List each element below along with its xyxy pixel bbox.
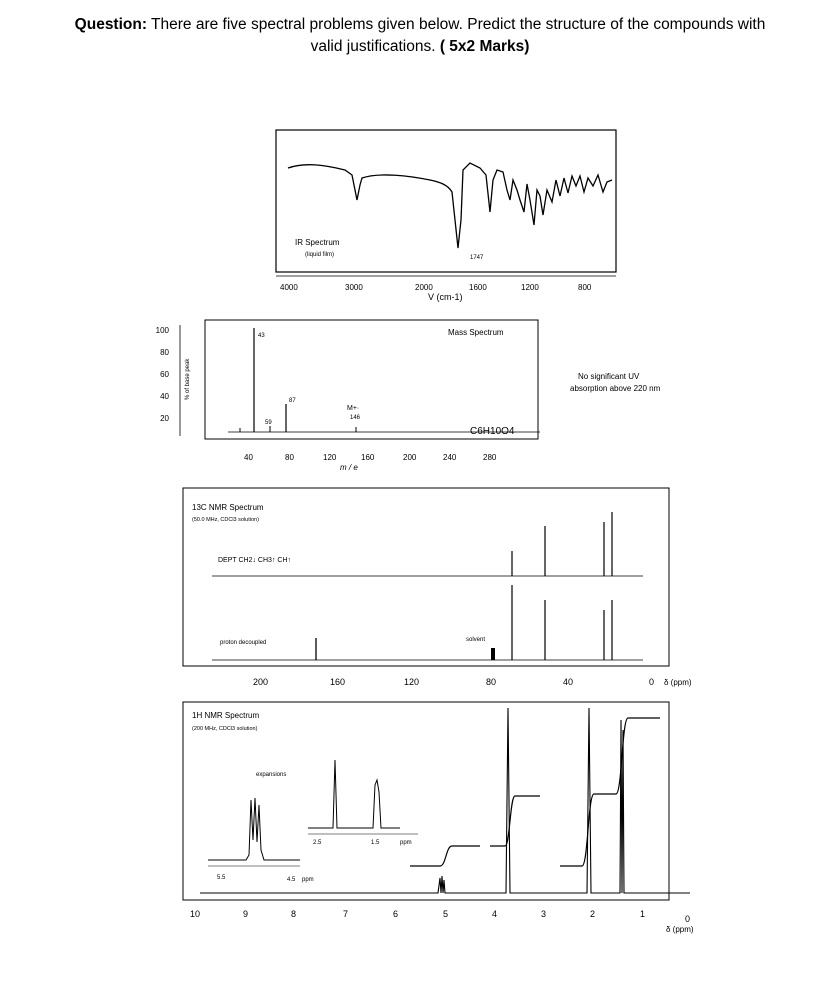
- ms-xtick-80: 80: [285, 453, 294, 462]
- ir-spectrum: [276, 130, 616, 302]
- h1-xtick-9: 9: [243, 909, 249, 919]
- ms-xlabel: m / e: [340, 463, 358, 472]
- ir-peak-1747: 1747: [470, 255, 484, 261]
- ir-tick-4000: 4000: [280, 283, 298, 292]
- ms-molecular-ion-mz: 146: [350, 415, 361, 421]
- h1-nmr-spectrum: [183, 702, 694, 934]
- question-line1: There are five spectral problems given below. Predict the structure of the compounds with: [147, 16, 766, 33]
- ms-ytick-40: 40: [160, 392, 169, 401]
- h1-xtick-4: 4: [492, 909, 498, 919]
- ms-xtick-240: 240: [443, 453, 457, 462]
- c13-proton-decoupled-label: proton decoupled: [220, 640, 267, 646]
- ms-xtick-200: 200: [403, 453, 417, 462]
- ms-label-87: 87: [289, 398, 296, 404]
- ir-trace: [288, 163, 612, 248]
- ir-axis-label: V (cm-1): [428, 292, 463, 302]
- h1-expansion-2: [308, 760, 418, 846]
- ms-label-59: 59: [265, 420, 272, 426]
- ms-ytick-60: 60: [160, 370, 169, 379]
- question-line2: valid justifications.: [310, 38, 440, 55]
- question-label: Question:: [74, 16, 148, 33]
- h1-xtick-7: 7: [343, 909, 349, 919]
- pd-solvent-peak: [491, 648, 495, 660]
- ir-tick-2000: 2000: [415, 283, 433, 292]
- uv-line1: No significant UV: [578, 372, 640, 381]
- c13-axis-label: δ (ppm): [664, 678, 692, 687]
- h1-xtick-6: 6: [393, 909, 399, 919]
- ms-molecular-ion: M+·: [347, 405, 360, 412]
- ms-label-43: 43: [258, 333, 265, 339]
- ms-xtick-160: 160: [361, 453, 375, 462]
- c13-nmr-spectrum: [183, 488, 692, 687]
- c13-xtick-120: 120: [404, 677, 420, 687]
- c13-xtick-80: 80: [486, 677, 497, 687]
- ir-tick-1200: 1200: [521, 283, 539, 292]
- mass-spectrum: [156, 320, 540, 472]
- ms-frame: [205, 320, 538, 439]
- c13-xtick-40: 40: [563, 677, 574, 687]
- ir-title: IR Spectrum: [295, 238, 340, 247]
- c13-dept-label: DEPT CH2↓ CH3↑ CH↑: [218, 557, 291, 564]
- ir-subtitle: (liquid film): [305, 252, 335, 258]
- ms-ylabel: % of base peak: [185, 358, 191, 400]
- c13-xtick-160: 160: [330, 677, 346, 687]
- ms-ytick-80: 80: [160, 348, 169, 357]
- ir-tick-3000: 3000: [345, 283, 363, 292]
- ir-tick-1600: 1600: [469, 283, 487, 292]
- h1-xtick-10: 10: [190, 909, 201, 919]
- h1-spectrum-trace: [200, 708, 690, 893]
- h1-title: 1H NMR Spectrum: [192, 711, 260, 720]
- ir-frame: [276, 130, 616, 272]
- ms-ytick-20: 20: [160, 414, 169, 423]
- ir-tick-800: 800: [578, 283, 592, 292]
- ms-formula: C6H10O4: [470, 426, 515, 437]
- uv-line2: absorption above 220 nm: [570, 384, 661, 393]
- exp1-unit: ppm: [302, 877, 314, 883]
- c13-subtitle: (50.0 MHz, CDCl3 solution): [192, 517, 259, 523]
- h1-xtick-5: 5: [443, 909, 449, 919]
- h1-xtick-2: 2: [590, 909, 596, 919]
- ms-xtick-40: 40: [244, 453, 253, 462]
- h1-xtick-0: 0: [685, 914, 691, 924]
- ms-ytick-100: 100: [155, 326, 169, 335]
- h1-xtick-3: 3: [541, 909, 547, 919]
- c13-title: 13C NMR Spectrum: [192, 503, 264, 512]
- exp2-tick-1.5: 1.5: [371, 840, 380, 846]
- c13-solvent-label: solvent: [466, 637, 486, 643]
- exp1-tick-5.5: 5.5: [217, 875, 226, 881]
- ms-xtick-120: 120: [323, 453, 337, 462]
- ms-title: Mass Spectrum: [448, 328, 504, 337]
- ms-xtick-280: 280: [483, 453, 497, 462]
- exp2-unit: ppm: [400, 840, 412, 846]
- h1-subtitle: (200 MHz, CDCl3 solution): [192, 726, 258, 732]
- exp2-tick-2.5: 2.5: [313, 840, 322, 846]
- h1-expansion-1: [208, 798, 314, 883]
- c13-xtick-200: 200: [253, 677, 269, 687]
- question-marks: ( 5x2 Marks): [439, 38, 530, 55]
- c13-xtick-0: 0: [649, 677, 655, 687]
- h1-xtick-8: 8: [291, 909, 297, 919]
- exp1-tick-4.5: 4.5: [287, 877, 296, 883]
- h1-expansions-label: expansions: [256, 772, 287, 778]
- h1-xtick-1: 1: [640, 909, 646, 919]
- h1-axis-label: δ (ppm): [666, 925, 694, 934]
